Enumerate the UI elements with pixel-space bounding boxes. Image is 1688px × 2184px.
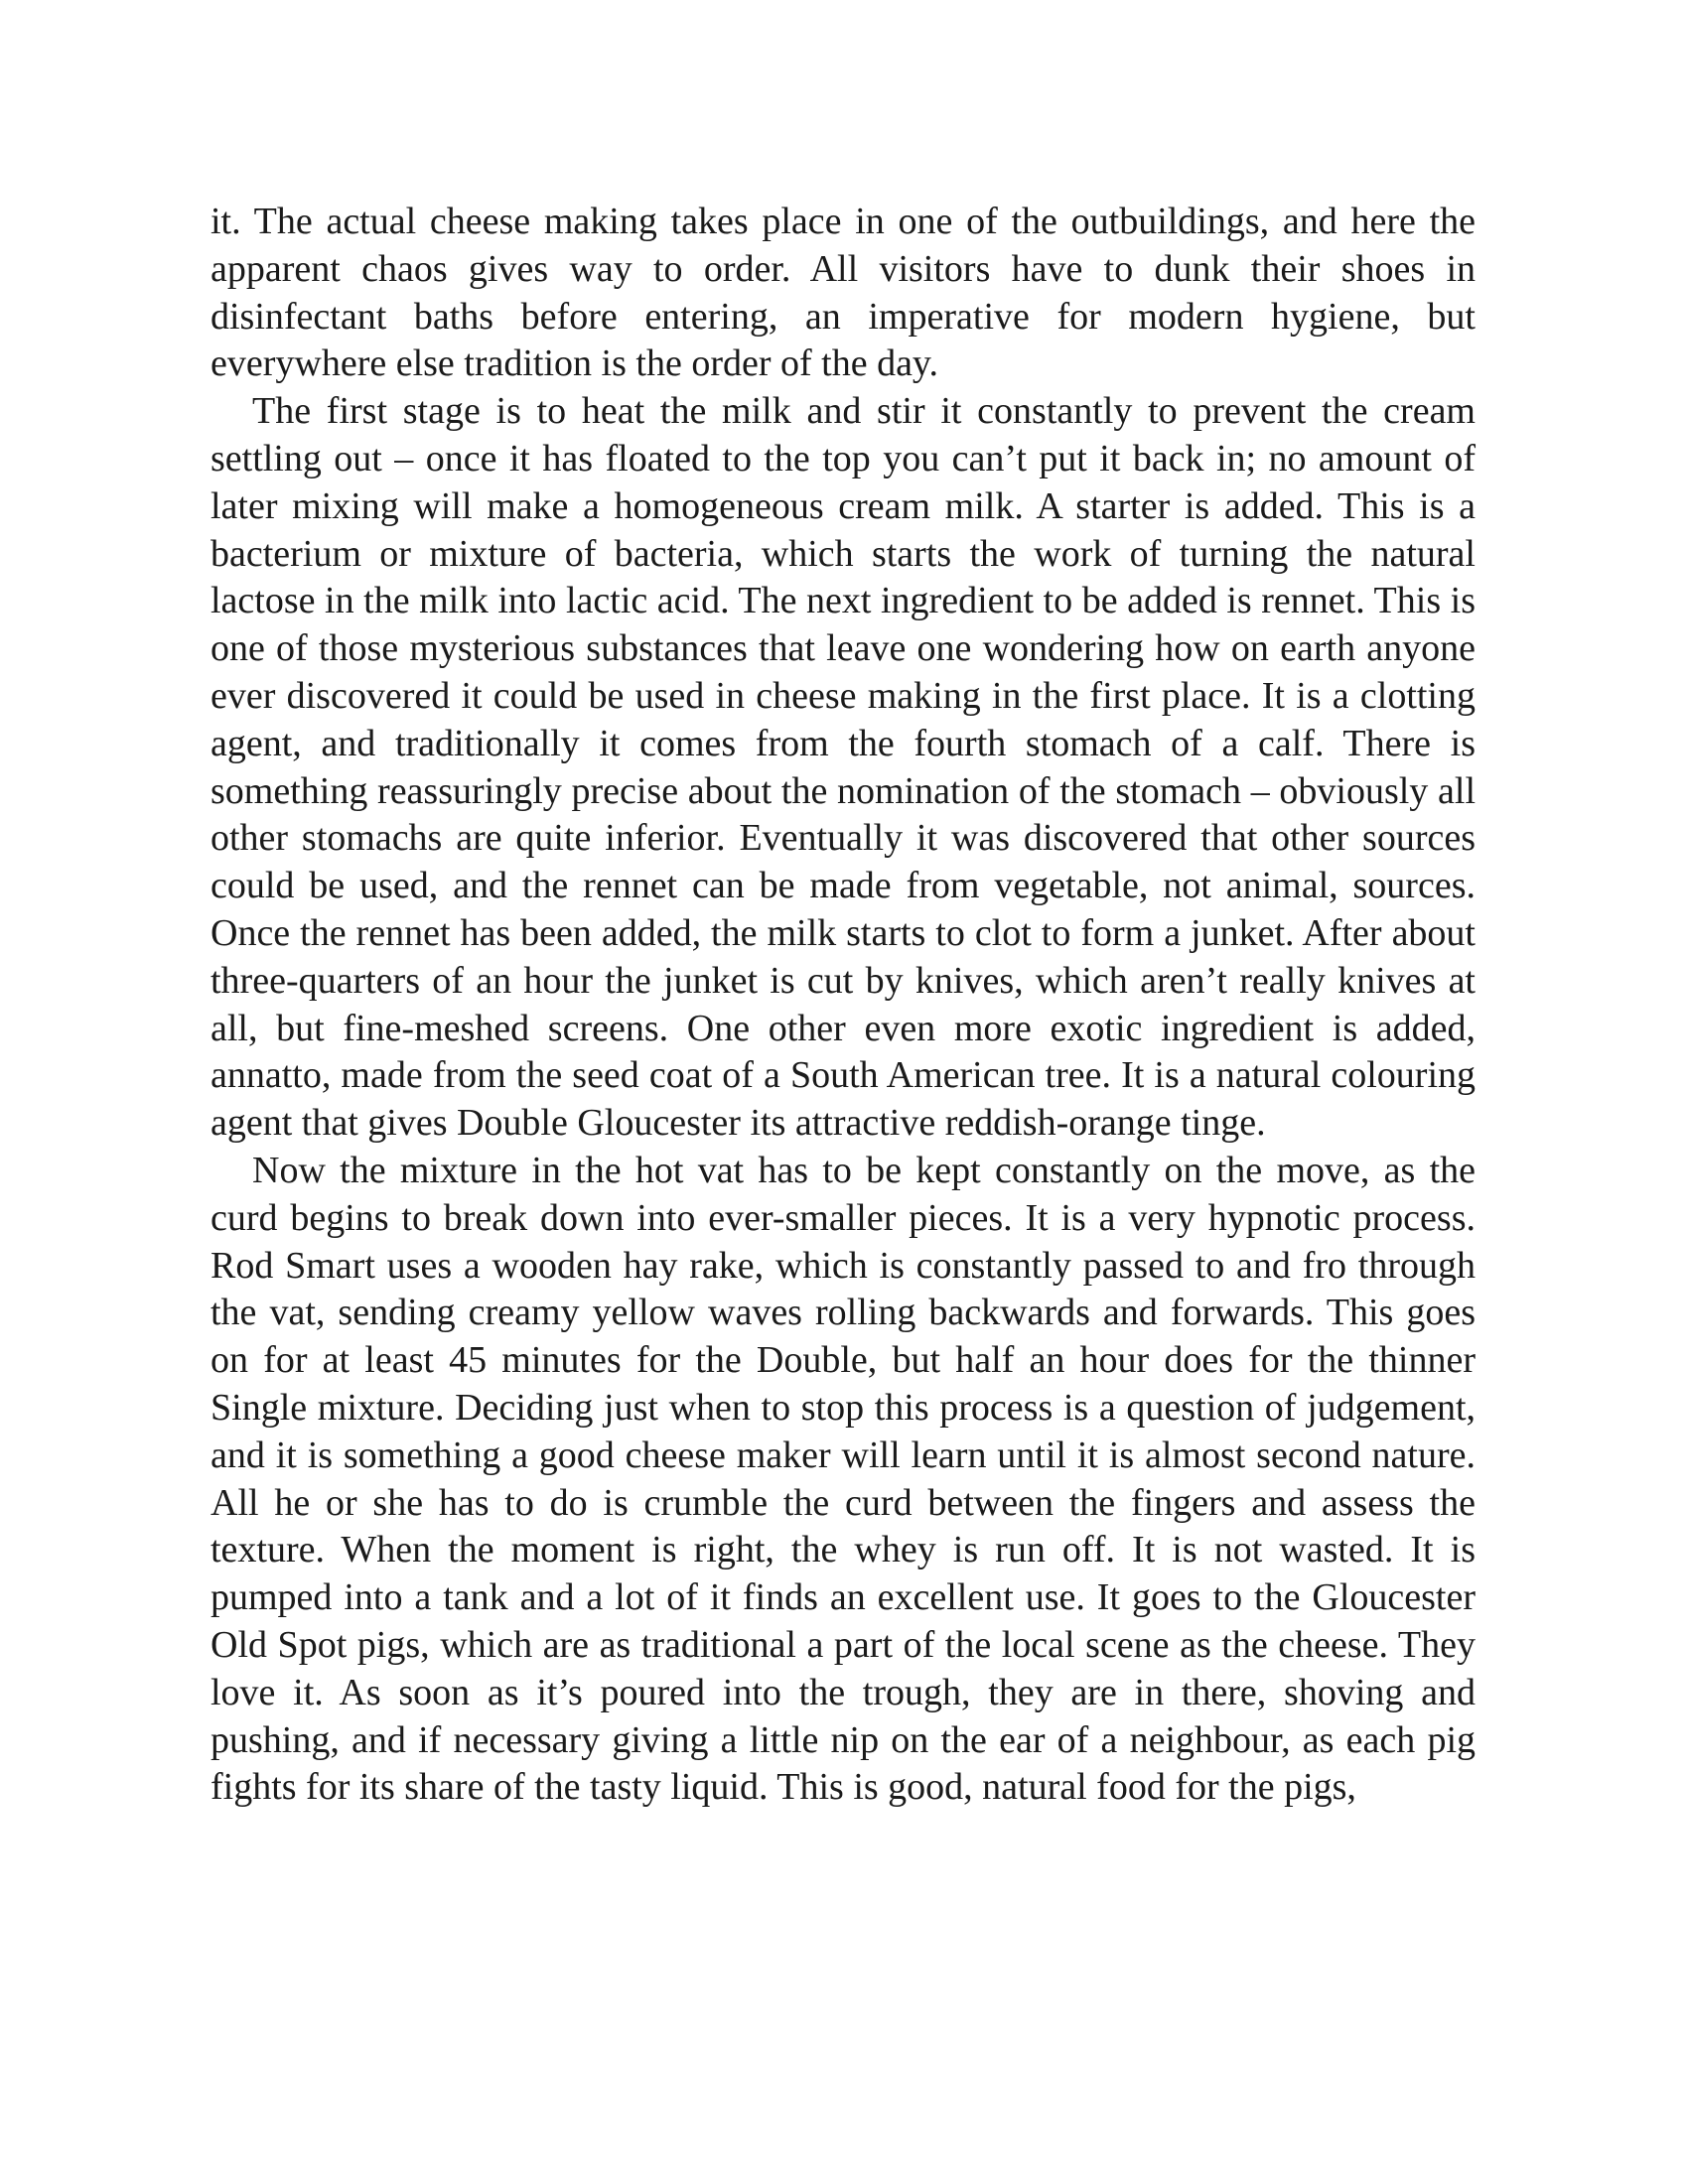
page-body — [211, 199, 1476, 1812]
paragraph-3: Now the mixture in the hot vat has to be kept constantly on the move, as the curd begins to break down into ever-smaller pieces. It is a very hypnotic process. Rod Smart uses a wooden hay rake, which is constantly passed to and fro through the vat, sending creamy yellow waves rolling backwards and forwards. This goes on for at least 45 minutes for the Double, but half an hour does for the thinner Single mixture. Deciding just when to stop this process is a question of judgement, and it is something a good cheese maker will learn until it is almost second nature. All he or she has to do is crumble the curd between the fingers and assess the texture. When the moment is right, the whey is run off. It is not wasted. It is pumped into a tank and a lot of it finds an excellent use. It goes to the Gloucester Old Spot pigs, which are as traditional a part of the local scene as the cheese. They love it. As soon as it’s poured into the trough, they are in there, shoving and pushing, and if necessary giving a little nip on the ear of a neighbour, as each pig fights for its share of the tasty liquid. This is good, natural food for the pigs, — [211, 1149, 1476, 1809]
paragraph-1: it. The actual cheese making takes place in one of the outbuildings, and here the apparent chaos gives way to order. All visitors have to dunk their shoes in disinfectant baths before entering, an imperative for modern hygiene, but everywhere else tradition is the order of the day. — [211, 201, 1476, 385]
paragraph-2: The first stage is to heat the milk and stir it constantly to prevent the cream settling out – once it has floated to the top you can’t put it back in; no amount of later mixing will make a homogeneous cream milk. A starter is added. This is a bacterium or mixture of bacteria, which starts the work of turning the natural lactose in the milk into lactic acid. The next ingredient to be added is rennet. This is one of those mysterious substances that leave one wondering how on earth anyone ever discovered it could be used in cheese making in the first place. It is a clotting agent, and traditionally it comes from the fourth stomach of a calf. There is something reassuringly precise about the nomination of the stomach – obviously all other stomachs are quite inferior. Eventually it was discovered that other sources could be used, and the rennet can be made from vegetable, not animal, sources. Once the rennet has been added, the milk starts to clot to form a junket. After about three-quarters of an hour the junket is cut by knives, which aren’t really knives at all, but fine-meshed screens. One other even more exotic ingredient is added, annatto, made from the seed coat of a South American tree. It is a natural colouring agent that gives Double Gloucester its attractive reddish-orange tinge. — [211, 390, 1476, 1145]
